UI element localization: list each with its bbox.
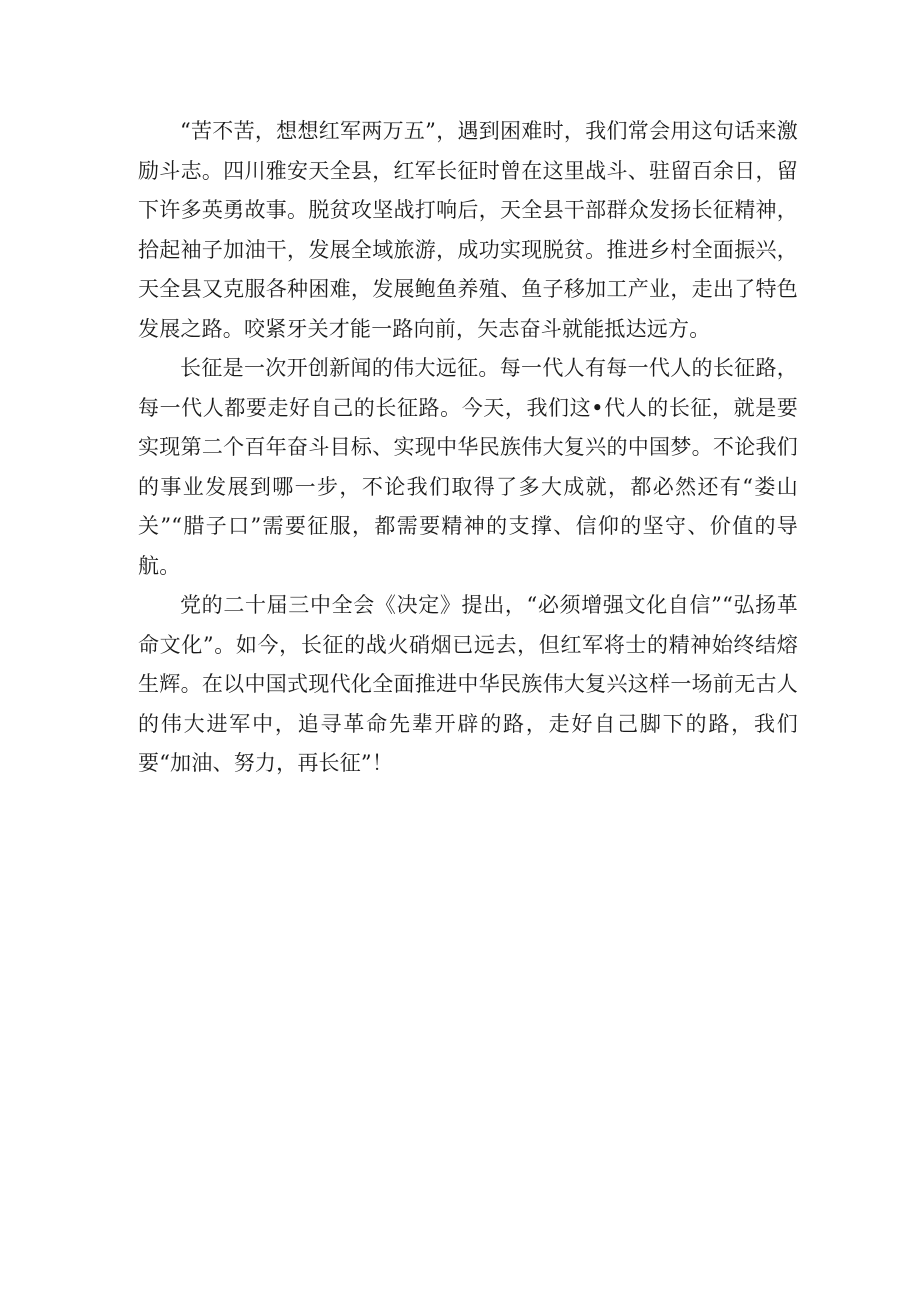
- document-body: [138, 112, 798, 784]
- paragraph-1: “苦不苦，想想红军两万五”，遇到困难时，我们常会用这句话来激励斗志。四川雅安天全县，红军长征时曾在这里战斗、驻留百余日，留下许多英勇故事。脱贫攻坚战打响后，天全县干部群众发扬长征精神，拾起袖子加油干，发展全域旅游，成功实现脱贫。推进乡村全面振兴，天全县又克服各种困难，发展鲍鱼养殖、鱼子移加工产业，走出了特色发展之路。咬紧牙关才能一路向前，矢志奋斗就能抵达远方。: [138, 119, 798, 341]
- paragraph-3: 党的二十届三中全会《决定》提出，“必须增强文化自信”“弘扬革命文化”。如今，长征的战火硝烟已远去，但红军将士的精神始终结熔生辉。在以中国式现代化全面推进中华民族伟大复兴这样一场前无古人的伟大进军中，追寻革命先辈开辟的路，走好自己脚下的路，我们要“加油、努力，再长征”！: [138, 593, 798, 775]
- paragraph-2: 长征是一次开创新闻的伟大远征。每一代人有每一代人的长征路，每一代人都要走好自己的长征路。今天，我们这•代人的长征，就是要实现第二个百年奋斗目标、实现中华民族伟大复兴的中国梦。不论我们的事业发展到哪一步，不论我们取得了多大成就，都必然还有“娄山关”“腊子口”需要征服，都需要精神的支撑、信仰的坚守、价值的导航。: [138, 356, 798, 578]
